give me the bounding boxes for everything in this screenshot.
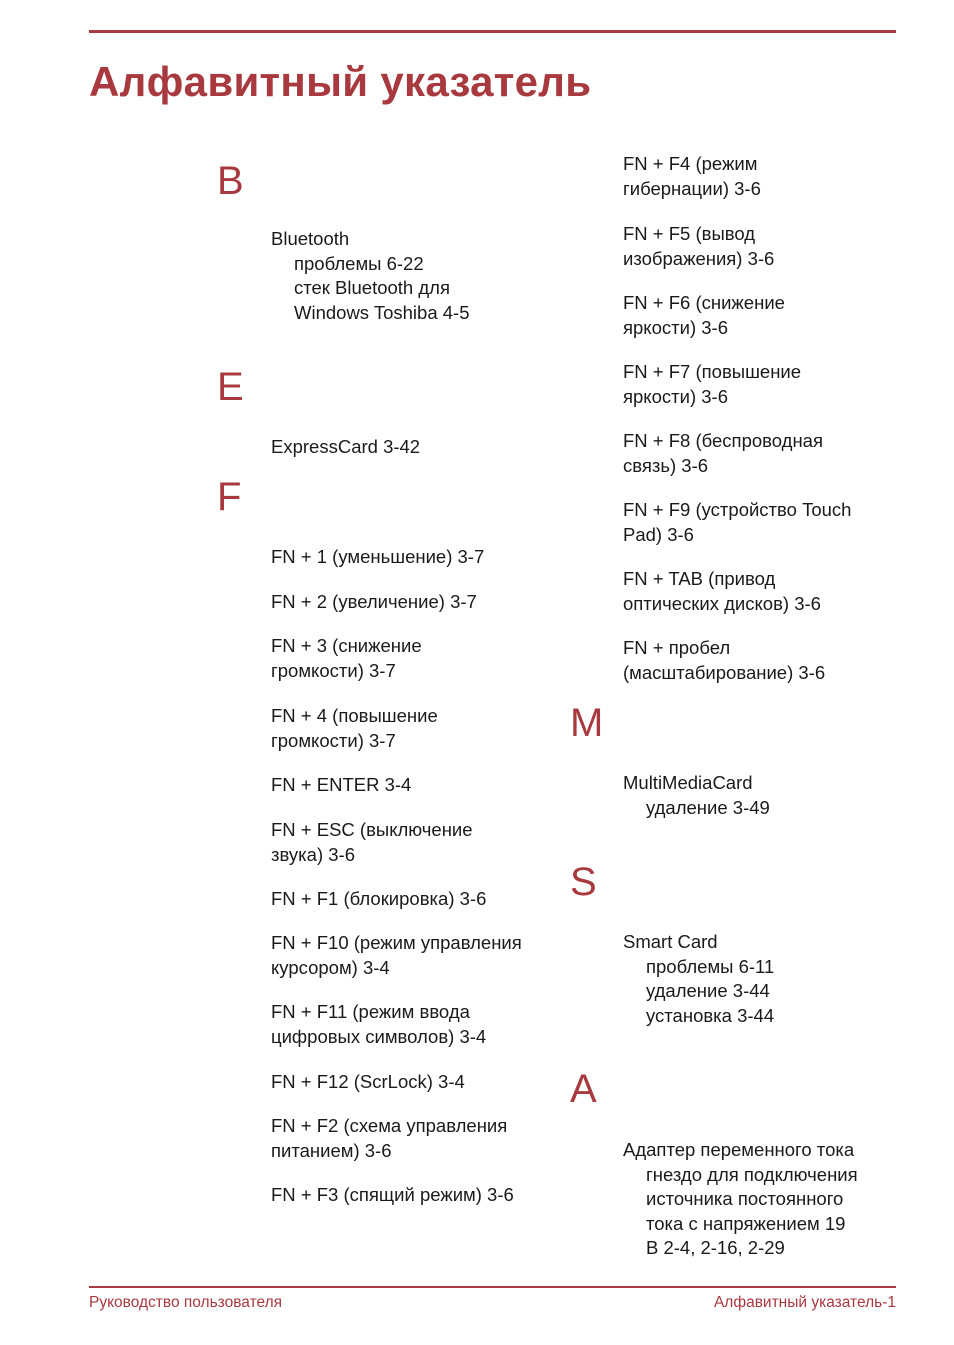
index-entry: FN + пробел (масштабирование) 3-6 bbox=[623, 637, 826, 683]
section-letter-m: M bbox=[570, 701, 604, 745]
index-term: Bluetooth bbox=[271, 228, 350, 249]
section-letter-s: S bbox=[570, 860, 597, 904]
index-entry: FN + F5 (вывод изображения) 3-6 bbox=[623, 223, 775, 269]
index-entry: FN + 3 (снижение громкости) 3-7 bbox=[271, 635, 422, 681]
index-term: Адаптер переменного тока bbox=[623, 1139, 855, 1160]
index-term: Smart Card bbox=[623, 931, 718, 952]
index-subterm: удаление 3-44 bbox=[646, 980, 770, 1001]
section-letter-e: E bbox=[217, 365, 244, 409]
index-subterm: установка 3-44 bbox=[646, 1004, 775, 1026]
index-entry: FN + F7 (повышение яркости) 3-6 bbox=[623, 361, 802, 407]
index-entry: FN + F12 (ScrLock) 3-4 bbox=[271, 1071, 465, 1092]
index-subterm: удаление 3-49 bbox=[646, 796, 770, 818]
index-entry-smart-card bbox=[623, 930, 774, 1028]
section-letter-a: A bbox=[570, 1067, 597, 1111]
index-subterm: В 2-4, 2-16, 2-29 bbox=[646, 1237, 785, 1258]
index-subterm: проблемы 6-22 bbox=[294, 252, 424, 274]
index-entry: FN + F1 (блокировка) 3-6 bbox=[271, 888, 487, 909]
index-entry-bluetooth bbox=[271, 227, 470, 325]
section-letter-f: F bbox=[217, 475, 242, 519]
index-entry: FN + F10 (режим управления курсором) 3-4 bbox=[271, 932, 522, 978]
index-entry-adapter bbox=[623, 1138, 858, 1261]
index-entry: FN + 4 (повышение громкости) 3-7 bbox=[271, 705, 438, 751]
index-entry: FN + F8 (беспроводная связь) 3-6 bbox=[623, 430, 823, 476]
footer-rule bbox=[89, 1286, 896, 1288]
index-subterm: источника постоянного bbox=[646, 1188, 844, 1209]
index-subterm: стек Bluetooth для bbox=[294, 277, 450, 298]
index-entry-multimediacard bbox=[623, 771, 770, 820]
index-entry: FN + ENTER 3-4 bbox=[271, 774, 412, 795]
index-subterm: проблемы 6-11 bbox=[646, 955, 775, 977]
index-entry: FN + F9 (устройство Touch Pad) 3-6 bbox=[623, 499, 852, 545]
index-subterm: Windows Toshiba 4-5 bbox=[294, 301, 470, 323]
index-entry: FN + 2 (увеличение) 3-7 bbox=[271, 591, 477, 612]
footer-page-label: Алфавитный указатель-1 bbox=[713, 1294, 896, 1311]
index-subterm: тока с напряжением 19 bbox=[646, 1212, 846, 1234]
index-entry: FN + ESC (выключение звука) 3-6 bbox=[271, 819, 473, 865]
index-term: MultiMediaCard bbox=[623, 772, 753, 793]
index-entry-expresscard: ExpressCard 3-42 bbox=[271, 436, 421, 457]
section-letter-b: B bbox=[217, 159, 244, 203]
index-subterm: гнездо для подключения bbox=[646, 1163, 858, 1185]
header-rule bbox=[89, 30, 896, 33]
index-entry: FN + F11 (режим ввода цифровых символов) 3-4 bbox=[271, 1001, 487, 1047]
footer-left: Руководство пользователя bbox=[89, 1294, 283, 1311]
index-entry: FN + F2 (схема управления питанием) 3-6 bbox=[271, 1115, 508, 1161]
index-entry: FN + F4 (режим гибернации) 3-6 bbox=[623, 153, 761, 199]
index-entry: FN + TAB (привод оптических дисков) 3-6 bbox=[623, 568, 821, 614]
index-entry: FN + 1 (уменьшение) 3-7 bbox=[271, 546, 485, 567]
index-entry: FN + F3 (спящий режим) 3-6 bbox=[271, 1184, 514, 1205]
page-title: Алфавитный указатель bbox=[89, 58, 592, 105]
index-entry: FN + F6 (снижение яркости) 3-6 bbox=[623, 292, 785, 338]
